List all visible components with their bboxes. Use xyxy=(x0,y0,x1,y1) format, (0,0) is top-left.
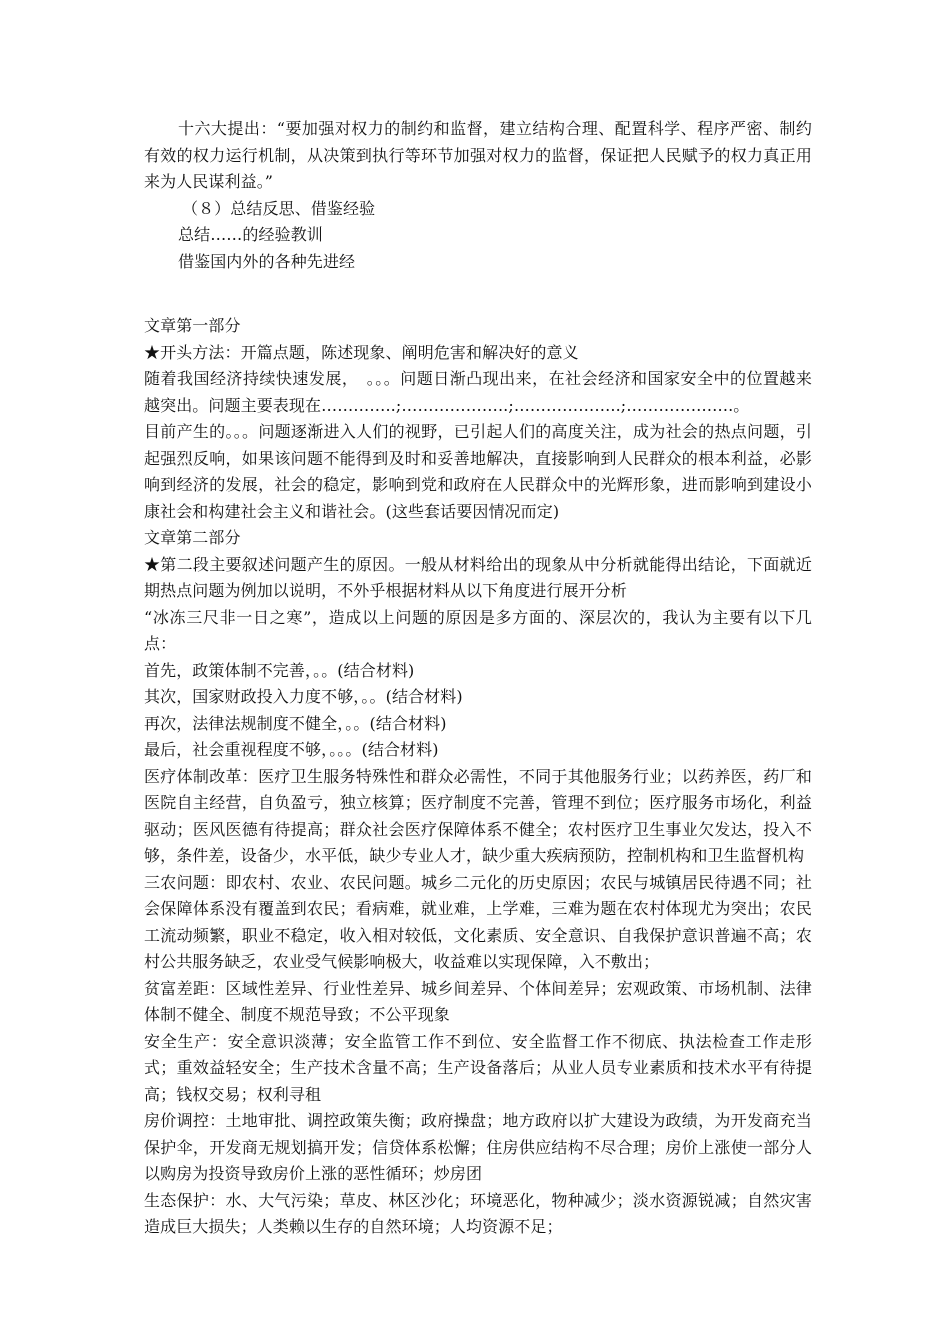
topic-work-safety: 安全生产：安全意识淡薄；安全监管工作不到位、安全监督工作不彻底、执法检查工作走形式；重效益轻安全；生产技术含量不高；生产设备落后；从业人员专业素质和技术水平有待提高；钱权交易；权利寻租 xyxy=(144,1031,812,1104)
summary-line: 总结……的经验教训 xyxy=(178,225,323,244)
main-section xyxy=(144,313,812,1241)
part1-paragraph-2: 目前产生的。。。问题逐渐进入人们的视野，已引起人们的高度关注，成为社会的热点问题，引起强烈反响，如果该问题不能得到及时和妥善地解决，直接影响到人民群众的根本利益，必影响到经济的发展，社会的稳定，影响到党和政府在人民群众中的光辉形象，进而影响到建设小康社会和构建社会主义和谐社会。(这些套话要因情况而定) xyxy=(144,422,812,521)
part1-paragraph-1: 随着我国经济持续快速发展， 。。。问题日渐凸现出来，在社会经济和国家安全中的位置越来越突出。问题主要表现在…………..;………………..;………………..;………………..。 xyxy=(144,369,812,415)
top-section xyxy=(144,116,812,275)
point-8-heading: （８）总结反思、借鉴经验 xyxy=(182,198,376,218)
topic-ecology: 生态保护：水、大气污染；草皮、林区沙化；环境恶化，物种减少；淡水资源锐减；自然灾害造成巨大损失；人类赖以生存的自然环境；人均资源不足； xyxy=(144,1190,812,1236)
reference-line: 借鉴国内外的各种先进经 xyxy=(178,251,356,271)
topic-housing-prices: 房价调控：土地审批、调控政策失衡；政府操盘；地方政府以扩大建设为政绩，为开发商充当保护伞，开发商无规划搞开发；信贷体系松懈；住房供应结构不尽合理；房价上涨使一部分人以购房为投资导致房价上涨的恶性循环；炒房团 xyxy=(144,1111,812,1183)
part2-heading: 文章第二部分 xyxy=(144,528,241,547)
opening-method: ★开头方法：开篇点题，陈述现象、阐明危害和解决好的意义 xyxy=(144,342,579,362)
causes-lead: “冰冻三尺非一日之寒”，造成以上问题的原因是多方面的、深层次的，我认为主要有以下几点： xyxy=(144,607,812,653)
cause-third: 再次，法律法规制度不健全，。。(结合材料) xyxy=(144,713,447,733)
topic-wealth-gap: 贫富差距：区域性差异、行业性差异、城乡间差异、个体间差异；宏观政策、市场机制、法律体制不健全、制度不规范导致；不公平现象 xyxy=(144,978,812,1024)
topic-medical-reform: 医疗体制改革：医疗卫生服务特殊性和群众必需性，不同于其他服务行业；以药养医，药厂和医院自主经营，自负盈亏，独立核算；医疗制度不完善，管理不到位；医疗服务市场化，利益驱动；医风医德有待提高；群众社会医疗保障体系不健全；农村医疗卫生事业欠发达，投入不够，条件差，设备少，水平低，缺少专业人才，缺少重大疾病预防，控制机构和卫生监督机构 xyxy=(144,766,812,865)
part2-intro: ★第二段主要叙述问题产生的原因。一般从材料给出的现象从中分析就能得出结论，下面就近期热点问题为例加以说明，不外乎根据材料从以下角度进行展开分析 xyxy=(144,554,812,600)
part1-heading: 文章第一部分 xyxy=(144,316,241,335)
cause-second: 其次，国家财政投入力度不够，。。(结合材料) xyxy=(144,687,463,706)
topic-sannong: 三农问题：即农村、农业、农民问题。城乡二元化的历史原因；农民与城镇居民待遇不同；社会保障体系没有覆盖到农民；看病难，就业难，上学难，三难为题在农村体现尤为突出；农民工流动频繁，职业不稳定，收入相对较低，文化素质、安全意识、自我保护意识普遍不高；农村公共服务缺乏，农业受气候影响极大，收益难以实现保障，入不敷出； xyxy=(144,872,812,971)
cause-last: 最后，社会重视程度不够，。。。(结合材料) xyxy=(144,740,439,759)
cause-first: 首先，政策体制不完善，。。(结合材料) xyxy=(144,660,415,680)
sixteenth-congress-quote: 十六大提出：“要加强对权力的制约和监督，建立结构合理、配置科学、程序严密、制约有效的权力运行机制，从决策到执行等环节加强对权力的监督，保证把人民赋予的权力真正用来为人民谋利益。” xyxy=(144,119,812,191)
